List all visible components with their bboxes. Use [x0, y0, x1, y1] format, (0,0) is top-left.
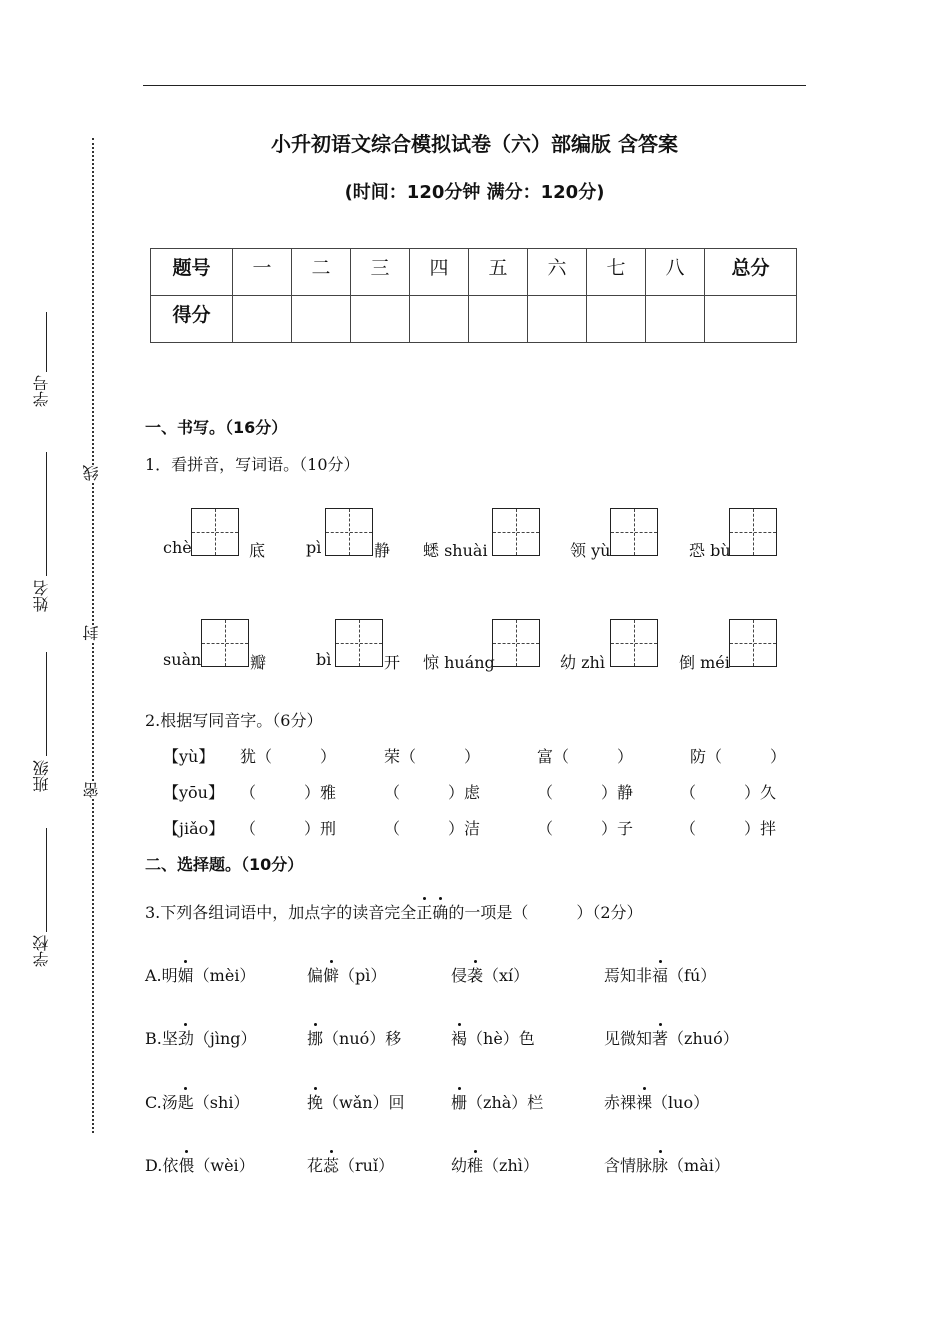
word-suffix: 瓣 [250, 653, 267, 672]
student-id-label: 学号 [32, 375, 51, 407]
homophone-item: 犹（ ） [240, 747, 337, 766]
score-cell[interactable] [646, 296, 705, 343]
dotted-char: 福 [652, 966, 669, 985]
word-suffix: 静 [374, 541, 391, 560]
dotted-char: 偎 [178, 1156, 195, 1175]
homophone-item: （ ）虑 [384, 783, 481, 802]
homophone-key: 【yōu】 [163, 783, 224, 802]
section1-heading: 一、书写。（16分） [145, 418, 288, 437]
dotted-char: 僻 [323, 966, 340, 985]
option-c[interactable]: C.汤匙（shi） [145, 1093, 250, 1112]
option-a-item: 焉知非福（fú） [604, 966, 717, 985]
pinyin-prompt: 恐 bù [689, 541, 731, 560]
word-suffix: 开 [384, 653, 401, 672]
homophone-item: （ ）洁 [384, 819, 481, 838]
tianzige-box[interactable] [729, 619, 777, 667]
score-cell[interactable] [410, 296, 469, 343]
dotted-char: 挽 [307, 1093, 324, 1112]
header-cell: 二 [292, 249, 351, 296]
seal-word-line: 线 [82, 465, 101, 481]
pinyin-prompt: 领 yù [570, 541, 611, 560]
dotted-char: 蕊 [323, 1156, 340, 1175]
score-row-label: 得分 [151, 296, 233, 343]
dotted-char: 褐 [451, 1029, 468, 1048]
question-3-text: 3.下列各组词语中，加点字的读音完全 [145, 903, 417, 922]
pinyin-prompt: 蟋 shuài [423, 541, 488, 560]
tianzige-box[interactable] [325, 508, 373, 556]
pinyin-prompt: 幼 zhì [560, 653, 605, 672]
option-b-item: 挪（nuó）移 [307, 1029, 402, 1048]
school-label: 学校 [32, 935, 51, 967]
seal-word-seal: 封 [82, 625, 101, 641]
pinyin-prompt: chè [163, 538, 192, 557]
tianzige-box[interactable] [729, 508, 777, 556]
option-d-item: 含情脉脉（mài） [604, 1156, 730, 1175]
tianzige-box[interactable] [492, 508, 540, 556]
score-cell[interactable] [705, 296, 797, 343]
tianzige-box[interactable] [201, 619, 249, 667]
homophone-item: 荣（ ） [384, 747, 481, 766]
tianzige-box[interactable] [191, 508, 239, 556]
question-3-text: 的一项是（ ）（2分） [448, 903, 643, 922]
homophone-item: （ ）静 [537, 783, 634, 802]
dotted-char: 确 [432, 903, 449, 922]
header-cell: 七 [587, 249, 646, 296]
exam-time-score: (时间：120分钟 满分：120分) [344, 182, 605, 203]
score-table-score-row [151, 296, 797, 343]
score-cell[interactable] [292, 296, 351, 343]
section2-heading: 二、选择题。（10分） [145, 855, 304, 874]
seal-word-secret: 密 [82, 782, 101, 798]
option-label: B. [145, 1029, 162, 1048]
pinyin-prompt: suàn [163, 650, 202, 669]
class-label: 班级 [32, 760, 51, 792]
option-label: A. [145, 966, 162, 985]
header-cell: 四 [410, 249, 469, 296]
dotted-char: 著 [652, 1029, 669, 1048]
homophone-item: （ ）子 [537, 819, 634, 838]
dotted-char: 正 [416, 903, 433, 922]
header-rule [143, 85, 806, 86]
question-2: 2.根据写同音字。（6分） [145, 711, 323, 730]
header-cell: 八 [646, 249, 705, 296]
option-c-item: 栅（zhà）栏 [451, 1093, 544, 1112]
dotted-char: 脉 [652, 1156, 669, 1175]
pinyin-prompt: pì [306, 538, 322, 557]
option-d-item: 花蕊（ruǐ） [307, 1156, 395, 1175]
option-a-item: 侵袭（xí） [451, 966, 530, 985]
dotted-char: 劲 [177, 1029, 194, 1048]
header-cell: 总分 [705, 249, 797, 296]
option-b[interactable]: B.坚劲（jìng） [145, 1029, 257, 1048]
homophone-key: 【jiǎo】 [163, 819, 225, 838]
word-suffix: 底 [249, 541, 266, 560]
option-b-item: 见微知著（zhuó） [604, 1029, 739, 1048]
page-title: 小升初语文综合模拟试卷（六）部编版 含答案 [271, 132, 678, 156]
name-label: 姓名 [32, 580, 51, 612]
dotted-char: 袭 [467, 966, 484, 985]
header-cell: 一 [233, 249, 292, 296]
option-b-item: 褐（hè）色 [451, 1029, 535, 1048]
score-cell[interactable] [528, 296, 587, 343]
homophone-item: 防（ ） [690, 747, 787, 766]
option-d[interactable]: D.依偎（wèi） [145, 1156, 255, 1175]
option-a-item: 偏僻（pì） [307, 966, 387, 985]
tianzige-box[interactable] [610, 619, 658, 667]
class-blank [46, 652, 47, 756]
score-cell[interactable] [233, 296, 292, 343]
tianzige-box[interactable] [610, 508, 658, 556]
pinyin-prompt: 惊 huáng [423, 653, 495, 672]
homophone-item: （ ）拌 [680, 819, 777, 838]
dotted-char: 裸 [636, 1093, 653, 1112]
score-table [150, 248, 797, 343]
option-a[interactable]: A.明媚（mèi） [145, 966, 256, 985]
option-label: C. [145, 1093, 162, 1112]
score-table-header-row [151, 249, 797, 296]
dotted-char: 媚 [177, 966, 194, 985]
homophone-item: （ ）雅 [240, 783, 337, 802]
option-d-item: 幼稚（zhì） [451, 1156, 539, 1175]
header-cell: 六 [528, 249, 587, 296]
option-c-item: 挽（wǎn）回 [307, 1093, 405, 1112]
school-blank [46, 828, 47, 932]
tianzige-box[interactable] [492, 619, 540, 667]
pinyin-prompt: bì [316, 650, 332, 669]
dotted-char: 稚 [467, 1156, 484, 1175]
tianzige-box[interactable] [335, 619, 383, 667]
header-cell: 三 [351, 249, 410, 296]
header-cell: 题号 [151, 249, 233, 296]
question-3 [145, 900, 643, 923]
homophone-item: 富（ ） [537, 747, 634, 766]
option-label: D. [145, 1156, 163, 1175]
score-cell[interactable] [351, 296, 410, 343]
homophone-key: 【yù】 [163, 747, 215, 766]
homophone-item: （ ）久 [680, 783, 777, 802]
homophone-item: （ ）刑 [240, 819, 337, 838]
question-1: 1．看拼音，写词语。（10分） [145, 455, 360, 474]
name-blank [46, 452, 47, 576]
dotted-char: 挪 [307, 1029, 324, 1048]
dotted-char: 栅 [451, 1093, 468, 1112]
score-cell[interactable] [469, 296, 528, 343]
option-c-item: 赤裸裸（luo） [604, 1093, 710, 1112]
pinyin-prompt: 倒 méi [679, 653, 730, 672]
header-cell: 五 [469, 249, 528, 296]
student-id-blank [46, 312, 47, 372]
score-cell[interactable] [587, 296, 646, 343]
dotted-char: 匙 [177, 1093, 194, 1112]
